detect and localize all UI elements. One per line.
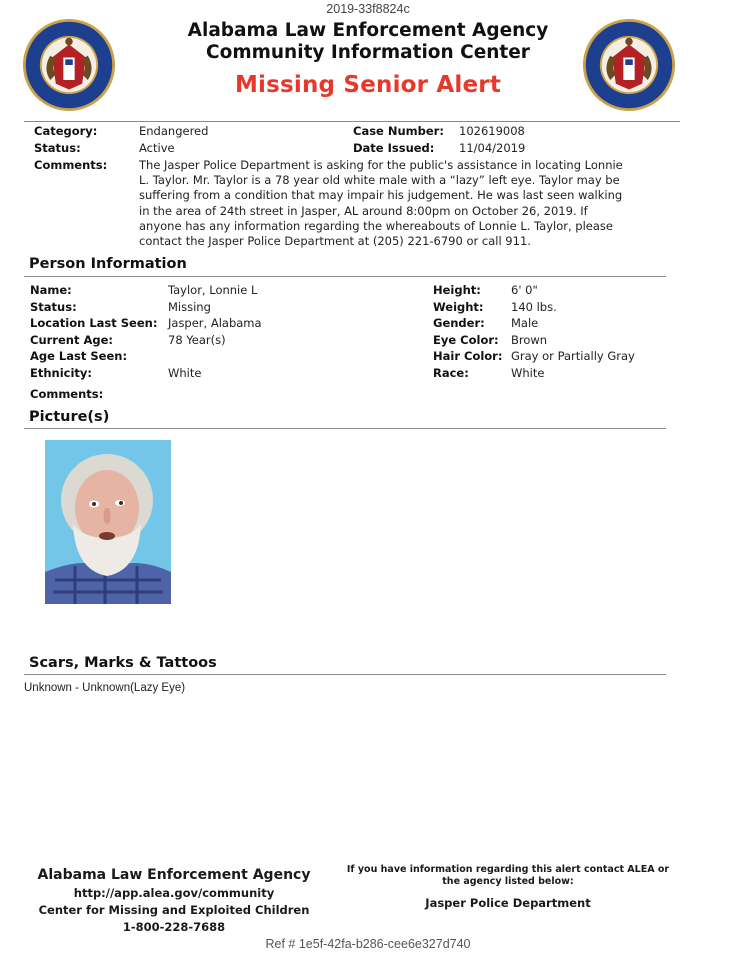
height-value: 6' 0" [511,283,538,297]
location-value: Jasper, Alabama [168,316,262,330]
pictures-heading: Picture(s) [29,409,110,425]
header-divider [24,121,680,122]
contact-line-2: the agency listed below: [442,876,574,887]
weight-value: 140 lbs. [511,300,557,314]
comments-line: suffering from a condition that may impair his judgement. He was last seen walking [139,188,623,203]
comments-label: Comments: [34,158,108,172]
person-divider [24,276,666,277]
height-label: Height: [433,283,481,297]
date-issued-label: Date Issued: [353,141,435,155]
date-issued-value: 11/04/2019 [459,141,526,155]
footer-agency: Alabama Law Enforcement Agency [37,867,311,883]
current-age-label: Current Age: [30,333,113,347]
location-label: Location Last Seen: [30,316,158,330]
footer-url[interactable]: http://app.alea.gov/community [73,886,275,900]
case-number-label: Case Number: [353,124,444,138]
alea-seal-left-icon [22,18,116,112]
category-label: Category: [34,124,98,138]
reference-number: Ref # 1e5f-42fa-b286-cee6e327d740 [265,937,471,951]
name-value: Taylor, Lonnie L [168,283,258,297]
name-label: Name: [30,283,72,297]
ethnicity-label: Ethnicity: [30,366,93,380]
scars-divider [24,674,666,675]
person-information-heading: Person Information [29,256,187,272]
case-comments [139,158,679,249]
scars-heading: Scars, Marks & Tattoos [29,655,217,671]
status-value: Active [139,141,175,155]
comments-line: The Jasper Police Department is asking for the public's assistance in locating Lonnie [139,158,623,172]
contact-line-1: If you have information regarding this alert contact ALEA or [346,864,670,875]
gender-value: Male [511,316,539,330]
person-status-label: Status: [30,300,77,314]
eye-color-label: Eye Color: [433,333,499,347]
document-id: 2019-33f8824c [326,2,410,16]
footer-agency-block [24,866,324,936]
comments-line: in the area of 24th street in Jasper, AL around 8:00pm on October 26, 2019. If [139,203,588,218]
alert-title: Missing Senior Alert [234,72,502,98]
pictures-divider [24,428,666,429]
hair-color-label: Hair Color: [433,349,503,363]
comments-line: contact the Jasper Police Department at (205) 221-6790 or call 911. [139,234,531,249]
category-value: Endangered [139,124,209,138]
hair-color-value: Gray or Partially Gray [511,349,635,363]
person-portrait-icon [45,440,171,604]
agency-line-1: Alabama Law Enforcement Agency [187,20,549,41]
comments-line: L. Taylor. Mr. Taylor is a 78 year old white male with a “lazy” left eye. Taylor may be [139,173,620,188]
comments-line: anyone has any information regarding the whereabouts of Lonnie L. Taylor, please [139,218,613,233]
scars-text: Unknown - Unknown(Lazy Eye) [24,682,186,694]
person-comments-label: Comments: [30,387,104,401]
race-label: Race: [433,366,469,380]
race-value: White [511,366,545,380]
current-age-value: 78 Year(s) [168,333,226,347]
age-last-seen-label: Age Last Seen: [30,349,128,363]
footer-contact-block [338,864,678,910]
agency-title [120,20,616,64]
footer-phone: 1-800-228-7688 [122,920,226,934]
person-status-value: Missing [168,300,211,314]
gender-label: Gender: [433,316,485,330]
eye-color-value: Brown [511,333,548,347]
agency-line-2: Community Information Center [206,42,530,63]
status-label: Status: [34,141,81,155]
missing-person-photo [45,440,171,604]
contact-agency: Jasper Police Department [425,896,591,910]
ethnicity-value: White [168,366,202,380]
case-number-value: 102619008 [459,124,525,138]
footer-center: Center for Missing and Exploited Children [38,903,310,917]
weight-label: Weight: [433,300,484,314]
